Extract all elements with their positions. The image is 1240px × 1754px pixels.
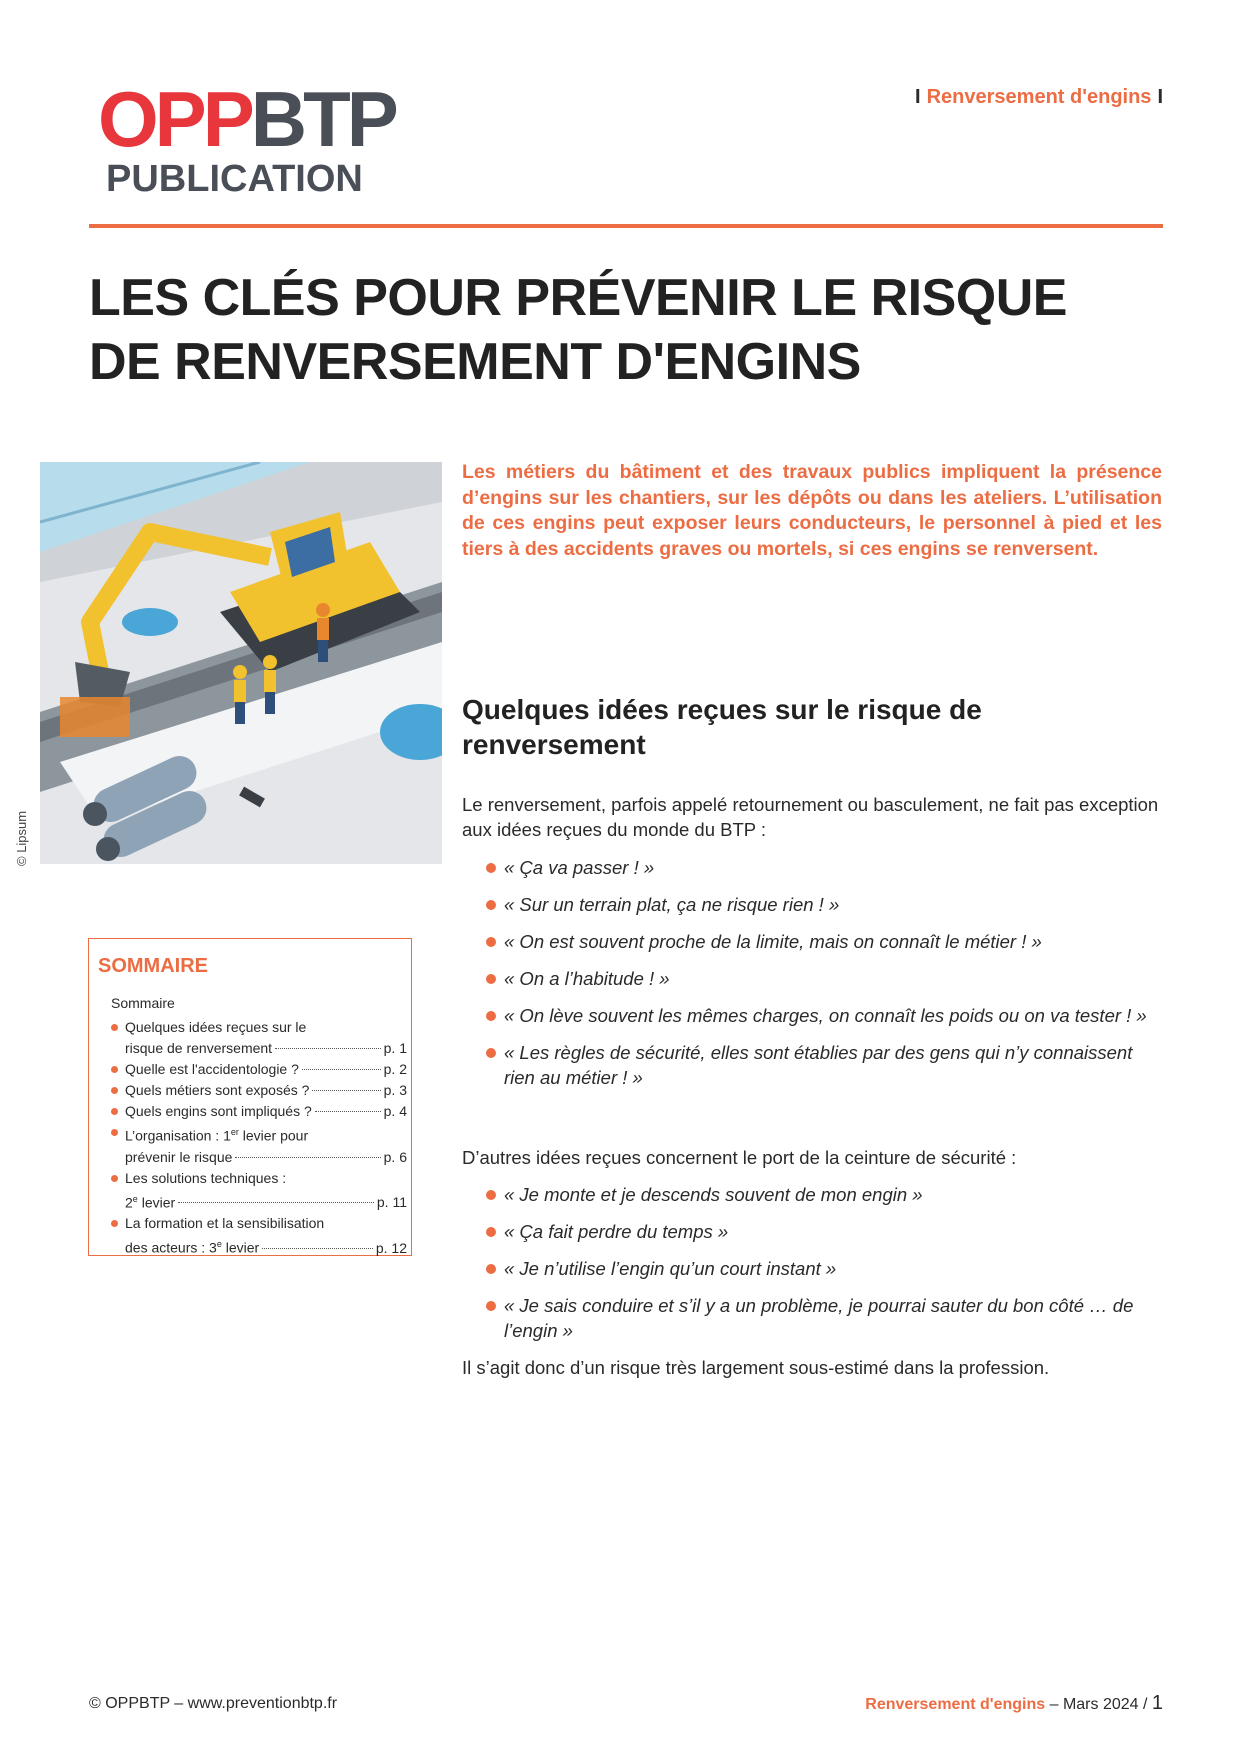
toc-item[interactable]: Quelle est l'accidentologie ? p. 2 (111, 1059, 407, 1080)
toc-item[interactable]: Quels engins sont impliqués ? p. 4 (111, 1101, 407, 1122)
list-item: « On a l’habitude ! » (486, 966, 1162, 991)
bullet-dot-icon (486, 1301, 496, 1311)
bullet-dot-icon (111, 1220, 118, 1227)
title-line-1: LES CLÉS POUR PRÉVENIR LE RISQUE (89, 269, 1067, 327)
list-item: « Sur un terrain plat, ça ne risque rien ! » (486, 892, 1162, 917)
bullet-dot-icon (486, 937, 496, 947)
list-item: « Je sais conduire et s’il y a un problème, je pourrai sauter du bon côté … de l’engin » (486, 1293, 1162, 1343)
list-item: « Je monte et je descends souvent de mon engin » (486, 1182, 1162, 1207)
list-item: « Les règles de sécurité, elles sont établies par des gens qui n’y connaissent rien au métier ! » (486, 1040, 1162, 1090)
illustration-credit: © Lipsum (14, 810, 29, 866)
toc-item[interactable]: La formation et la sensibilisation des acteurs : 3e levier p. 12 (111, 1213, 407, 1259)
list-item: « Ça fait perdre du temps » (486, 1219, 1162, 1244)
footer-topic: Renversement d'engins (865, 1696, 1046, 1713)
toc-subtitle: Sommaire (111, 995, 175, 1011)
bullet-dot-icon (486, 900, 496, 910)
title-line-2: DE RENVERSEMENT D'ENGINS (89, 333, 861, 391)
list-item: « Ça va passer ! » (486, 855, 1162, 880)
section-paragraph-1: Le renversement, parfois appelé retournement ou basculement, ne fait pas exception aux idées reçues du monde du BTP : (462, 794, 1159, 840)
toc-list (111, 1017, 407, 1259)
page-title (89, 266, 1169, 394)
section-conclusion: Il s’agit donc d’un risque très largement sous-estimé dans la profession. (462, 1357, 1050, 1378)
bullet-dot-icon (111, 1108, 118, 1115)
bullet-dot-icon (111, 1024, 118, 1031)
header-topic-tag: I Renversement d'engins I (915, 86, 1163, 108)
header-rule (89, 224, 1163, 228)
bullet-dot-icon (486, 863, 496, 873)
bullet-dot-icon (486, 1011, 496, 1021)
logo-opp: OPP (98, 75, 251, 163)
bullet-dot-icon (111, 1066, 118, 1073)
toc-title: SOMMAIRE (98, 955, 208, 977)
bullet-dot-icon (486, 1264, 496, 1274)
list-item: « On lève souvent les mêmes charges, on connaît les poids ou on va tester ! » (486, 1003, 1162, 1028)
footer-copyright: © OPPBTP – www.preventionbtp.fr (89, 1695, 338, 1712)
intro-paragraph: Les métiers du bâtiment et des travaux publics impliquent la présence d’engins sur les chantiers, sur les dépôts ou dans les ateliers. L’utilisation de ces engins peut exposer leurs conducteurs, le personnel à pied et les tiers à des accidents graves ou mortels, si ces engins se renversent. (462, 461, 1162, 560)
section-paragraph-2: D’autres idées reçues concernent le port de la ceinture de sécurité : (462, 1147, 1017, 1168)
bullet-dot-icon (486, 1227, 496, 1237)
oppbtp-logo (98, 75, 395, 201)
bullet-dot-icon (111, 1129, 118, 1136)
bullet-dot-icon (486, 1048, 496, 1058)
excavator-illustration (40, 462, 442, 864)
list-item: « Je n’utilise l’engin qu’un court instant » (486, 1256, 1162, 1281)
bullet-dot-icon (111, 1087, 118, 1094)
logo-publication: PUBLICATION (106, 158, 363, 200)
section-heading: Quelques idées reçues sur le risque de renversement (462, 694, 982, 760)
quotes-list-2 (486, 1182, 1162, 1343)
toc-item[interactable]: Quels métiers sont exposés ? p. 3 (111, 1080, 407, 1101)
header-topic: Renversement d'engins (926, 86, 1152, 108)
bullet-dot-icon (486, 974, 496, 984)
footer-page-number: 1 (1151, 1692, 1163, 1714)
toc-item[interactable]: L’organisation : 1er levier pour prévenir le risque p. 6 (111, 1122, 407, 1168)
list-item: « On est souvent proche de la limite, mais on connaît le métier ! » (486, 929, 1162, 954)
toc-item[interactable]: Les solutions techniques : 2e levier p. 11 (111, 1168, 407, 1214)
bullet-dot-icon (111, 1175, 118, 1182)
footer-meta (865, 1692, 1163, 1715)
quotes-list-1 (486, 855, 1162, 1090)
logo-btp: BTP (250, 75, 395, 163)
sommaire-box (88, 938, 412, 1256)
toc-item[interactable]: Quelques idées reçues sur le risque de renversement p. 1 (111, 1017, 407, 1059)
bullet-dot-icon (486, 1190, 496, 1200)
footer-date: – Mars 2024 / (1049, 1696, 1148, 1713)
